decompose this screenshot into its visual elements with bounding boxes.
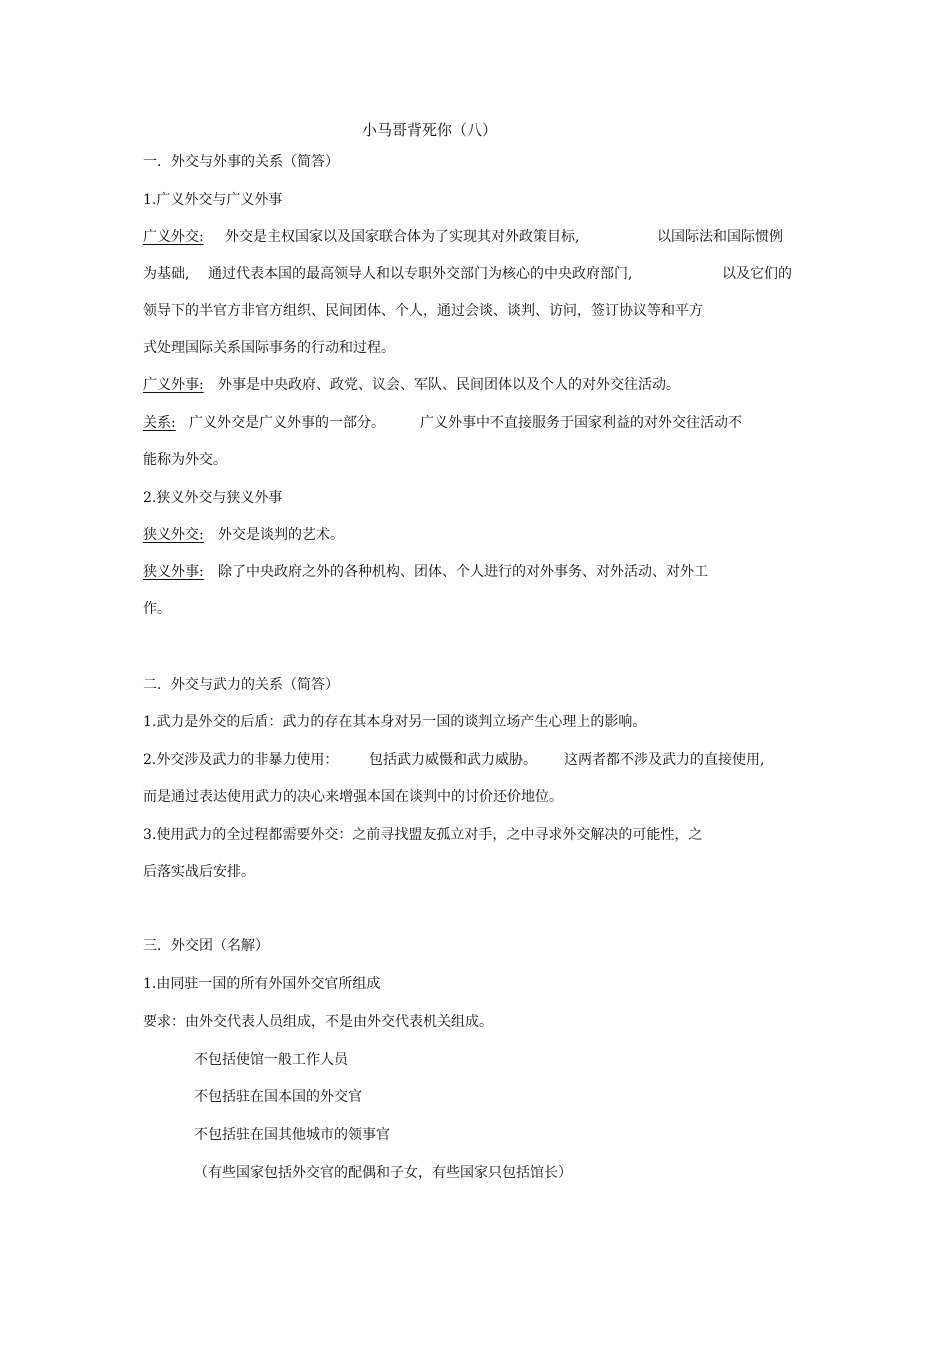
definition-text: 外事是中央政府、政党、议会、军队、民间团体以及个人的对外交往活动。: [218, 377, 680, 393]
paragraph: 1.由同驻一国的所有外国外交官所组成: [143, 976, 381, 992]
section-1-heading: 一．外交与外事的关系（简答）: [143, 154, 339, 170]
definition-text: 以国际法和国际惯例: [657, 229, 783, 245]
definition-text: 外交是主权国家以及国家联合体为了实现其对外政策目标,: [225, 229, 580, 245]
definition-text: 作。: [143, 601, 171, 617]
definition-text: 通过代表本国的最高领导人和以专职外交部门为核心的中央政府部门,: [208, 266, 633, 282]
definition-text: 能称为外交。: [143, 452, 227, 468]
term-broad-diplomacy: 广义外交:: [143, 229, 204, 245]
section-2-heading: 二．外交与武力的关系（简答）: [143, 677, 339, 693]
note: （有些国家包括外交官的配偶和子女，有些国家只包括馆长）: [194, 1165, 572, 1181]
list-item: 不包括驻在国本国的外交官: [194, 1089, 362, 1105]
term-broad-foreign-affairs: 广义外事:: [143, 377, 204, 393]
definition-text: 领导下的半官方非官方组织、民间团体、个人，通过会谈、谈判、访问，签订协议等和平方: [143, 303, 703, 319]
page-title: 小马哥背死你（八）: [362, 121, 498, 139]
list-item: 不包括驻在国其他城市的领事官: [194, 1127, 390, 1143]
paragraph: 后落实战后安排。: [143, 864, 255, 880]
paragraph: 而是通过表达使用武力的决心来增强本国在谈判中的讨价还价地位。: [143, 789, 563, 805]
definition-text: 式处理国际关系国际事务的行动和过程。: [143, 340, 395, 356]
term-narrow-diplomacy: 狭义外交:: [143, 527, 204, 543]
paragraph: 这两者都不涉及武力的直接使用,: [564, 752, 765, 768]
paragraph: 3.使用武力的全过程都需要外交：之前寻找盟友孤立对手，之中寻求外交解决的可能性，之: [143, 827, 703, 843]
definition-text: 除了中央政府之外的各种机构、团体、个人进行的对外事务、对外活动、对外工: [218, 564, 708, 580]
definition-text: 广义外交是广义外事的一部分。: [189, 415, 385, 431]
paragraph: 2.外交涉及武力的非暴力使用：: [143, 752, 339, 768]
paragraph: 1.武力是外交的后盾：武力的存在其本身对另一国的谈判立场产生心理上的影响。: [143, 714, 647, 730]
definition-text: 以及它们的: [722, 266, 792, 282]
subsection-1-heading: 1.广义外交与广义外事: [143, 192, 283, 208]
subsection-2-heading: 2.狭义外交与狭义外事: [143, 490, 283, 506]
paragraph: 包括武力威慑和武力威胁。: [369, 752, 537, 768]
definition-text: 广义外事中不直接服务于国家利益的对外交往活动不: [420, 415, 742, 431]
definition-text: 外交是谈判的艺术。: [218, 527, 344, 543]
list-item: 不包括使馆一般工作人员: [194, 1052, 348, 1068]
section-3-heading: 三．外交团（名解）: [143, 938, 269, 954]
term-narrow-foreign-affairs: 狭义外事:: [143, 564, 204, 580]
definition-text: 为基础,: [143, 266, 190, 282]
paragraph: 要求：由外交代表人员组成，不是由外交代表机关组成。: [143, 1014, 493, 1030]
term-relation: 关系:: [143, 415, 176, 431]
